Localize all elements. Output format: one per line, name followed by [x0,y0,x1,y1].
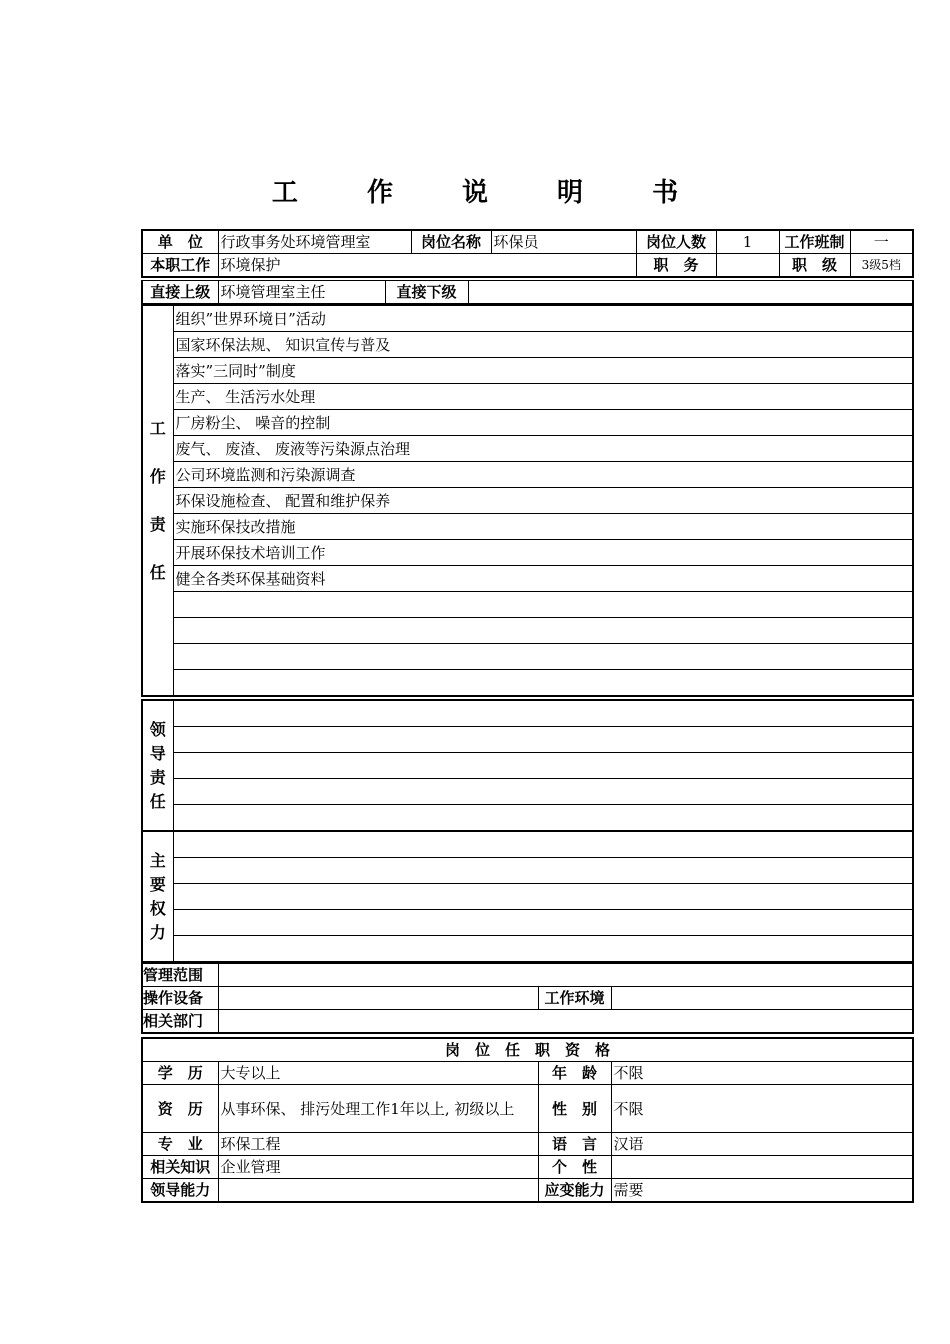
gender-label: 性 别 [538,1085,611,1133]
age-value: 不限 [611,1062,913,1085]
duty-label: 职 务 [636,254,716,278]
language-value: 汉语 [611,1133,913,1156]
responsibility-item: 公司环境监测和污染源调查 [173,462,913,488]
superior-value: 环境管理室主任 [218,281,385,305]
grade-label: 职 级 [779,254,850,278]
headcount-label: 岗位人数 [636,230,716,254]
responsibility-item: 实施环保技改措施 [173,514,913,540]
responsibility-item: 健全各类环保基础资料 [173,566,913,592]
powers-label: 主 要 权 力 [142,831,173,962]
post-name-label: 岗位名称 [411,230,491,254]
knowledge-value: 企业管理 [218,1156,538,1179]
subordinate-label: 直接下级 [385,281,468,305]
responsibility-item: 厂房粉尘、 噪音的控制 [173,410,913,436]
equipment-label: 操作设备 [142,987,218,1010]
job-value: 环境保护 [218,254,636,278]
language-label: 语 言 [538,1133,611,1156]
responsibility-item: 国家环保法规、 知识宣传与普及 [173,332,913,358]
leadership-ability-label: 领导能力 [142,1179,218,1203]
responsibility-item: 生产、 生活污水处理 [173,384,913,410]
responsibility-item: 环保设施检查、 配置和维护保养 [173,488,913,514]
unit-label: 单 位 [142,230,218,254]
headcount-value: 1 [716,230,779,254]
adaptability-value: 需要 [611,1179,913,1203]
superior-label: 直接上级 [142,281,218,305]
knowledge-label: 相关知识 [142,1156,218,1179]
powers-table [141,830,914,963]
responsibility-item [173,644,913,670]
responsibility-item [173,670,913,697]
responsibility-item: 落实”三同时”制度 [173,358,913,384]
personality-label: 个 性 [538,1156,611,1179]
document-title: 工 作 说 明 书 [271,178,709,208]
powers-row [173,936,913,963]
major-label: 专 业 [142,1133,218,1156]
grade-value: 3级5档 [850,254,913,278]
leadership-row [173,727,913,753]
post-name-value: 环保员 [491,230,636,254]
leadership-row [173,805,913,832]
responsibility-item [173,592,913,618]
powers-row [173,910,913,936]
experience-label: 资 历 [142,1085,218,1133]
scope-label: 管理范围 [142,963,218,987]
equipment-value [218,987,538,1010]
gender-value: 不限 [611,1085,913,1133]
unit-value: 行政事务处环境管理室 [218,230,411,254]
experience-value: 从事环保、 排污处理工作1年以上, 初级以上 [218,1085,538,1133]
responsibility-item: 组织”世界环境日”活动 [173,305,913,332]
adaptability-label: 应变能力 [538,1179,611,1203]
header-table [141,229,914,278]
qualifications-heading: 岗 位 任 职 资 格 [142,1038,913,1062]
education-label: 学 历 [142,1062,218,1085]
leadership-row [173,753,913,779]
leadership-label: 领 导 责 任 [142,700,173,831]
shift-value: 一 [850,230,913,254]
environment-label: 工作环境 [538,987,611,1010]
misc-table [141,962,914,1034]
responsibility-item [173,618,913,644]
scope-value [218,963,913,987]
leadership-row [173,779,913,805]
leadership-row [173,700,913,727]
age-label: 年 龄 [538,1062,611,1085]
powers-row [173,831,913,858]
environment-value [611,987,913,1010]
responsibilities-table [141,304,914,697]
personality-value [611,1156,913,1179]
departments-label: 相关部门 [142,1010,218,1034]
superior-table [141,280,914,305]
education-value: 大专以上 [218,1062,538,1085]
leadership-table [141,699,914,832]
duty-value [716,254,779,278]
powers-row [173,884,913,910]
subordinate-value [468,281,913,305]
shift-label: 工作班制 [779,230,850,254]
responsibility-item: 废气、 废渣、 废液等污染源点治理 [173,436,913,462]
leadership-ability-value [218,1179,538,1203]
major-value: 环保工程 [218,1133,538,1156]
departments-value [218,1010,913,1034]
qualifications-table [141,1037,914,1203]
responsibilities-label: 工 作 责 任 [142,305,173,696]
powers-row [173,858,913,884]
responsibility-item: 开展环保技术培训工作 [173,540,913,566]
job-label: 本职工作 [142,254,218,278]
